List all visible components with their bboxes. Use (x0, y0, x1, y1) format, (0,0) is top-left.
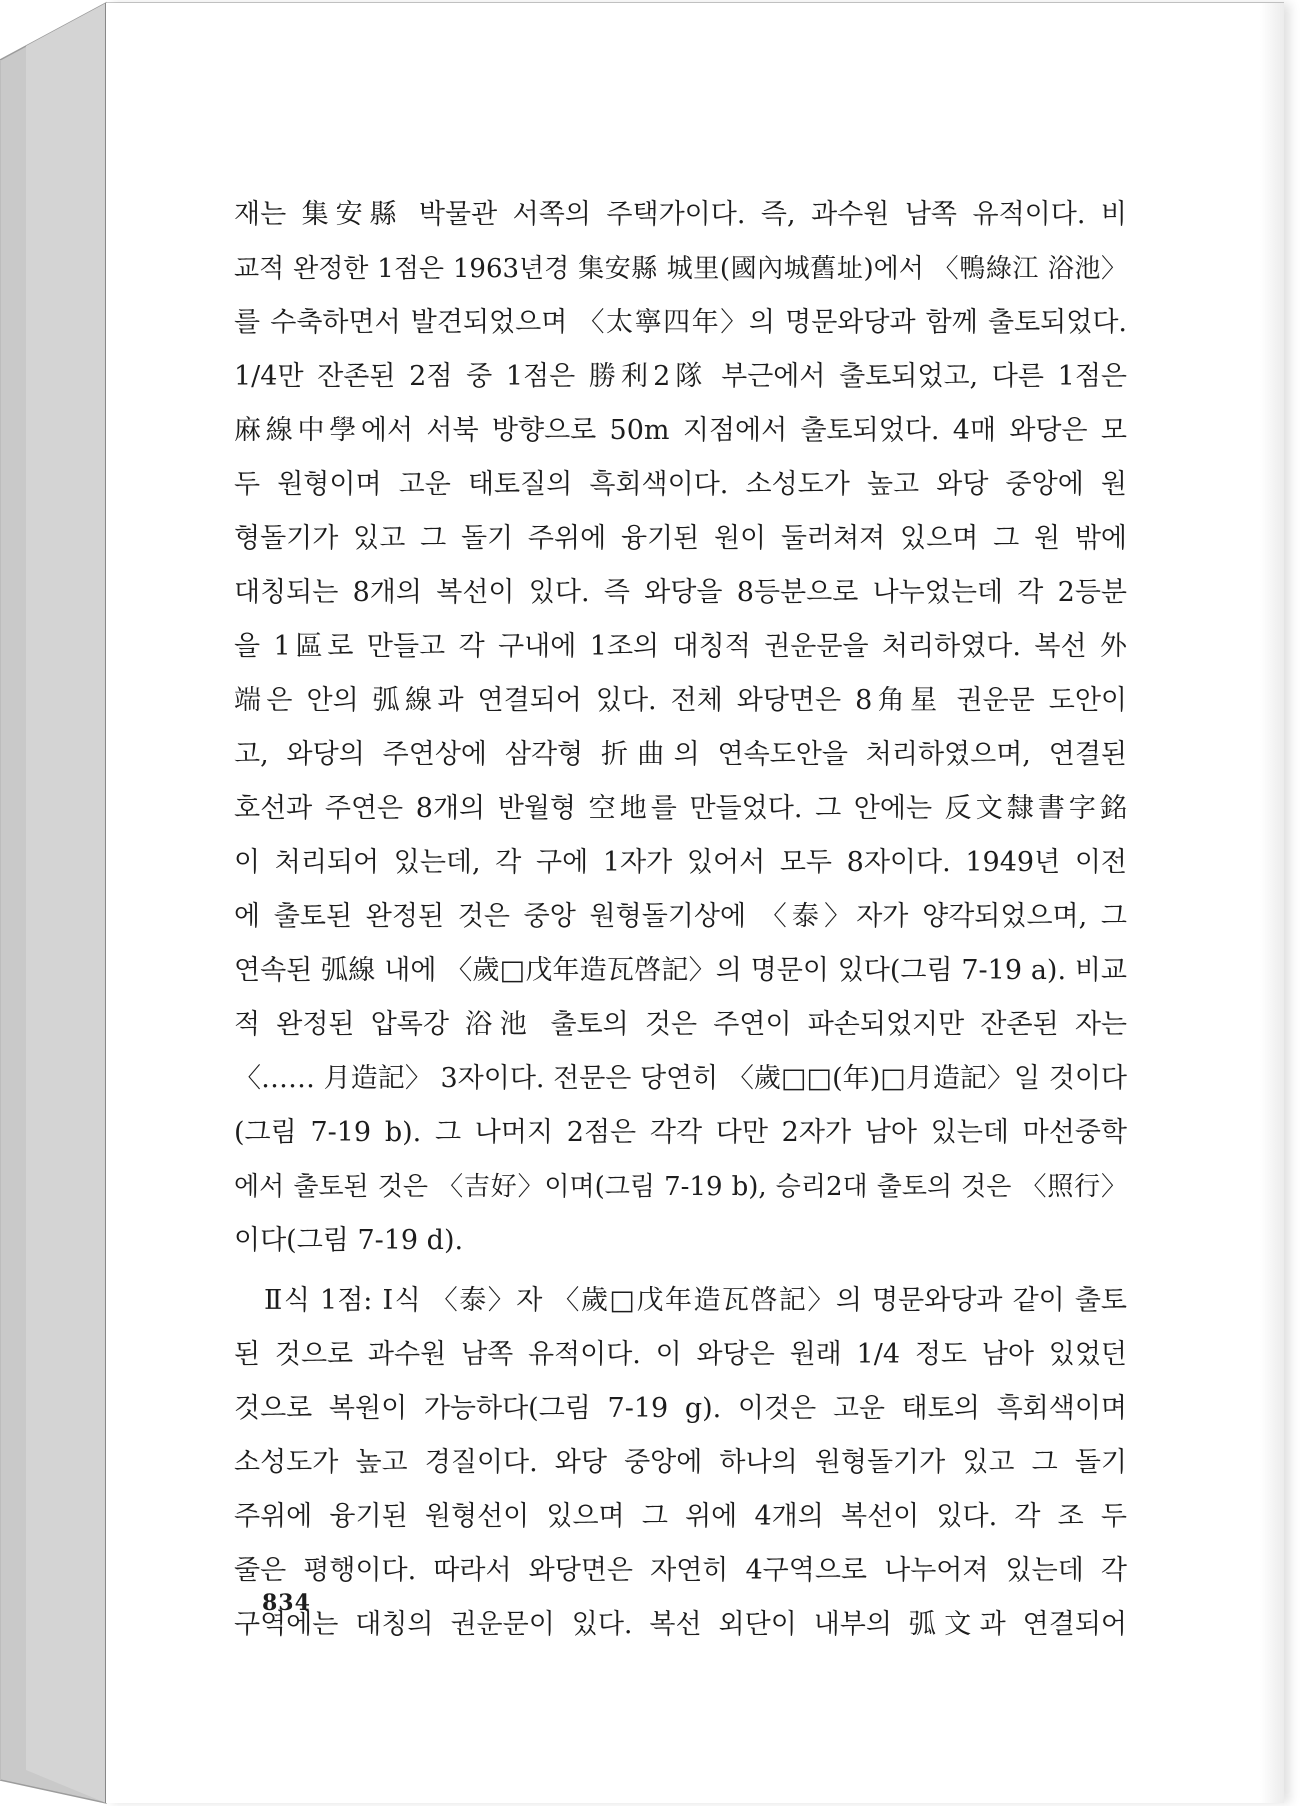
paragraph-type-1 (234, 188, 1127, 1268)
text-line: 를 수축하면서 발견되었으며 〈太寧四年〉의 명문와당과 함께 출토되었다. (234, 307, 1127, 338)
paragraph-type-2 (234, 1274, 1127, 1652)
text-line: 두 원형이며 고운 태토질의 흑회색이다. 소성도가 높고 와당 중앙에 원 (234, 469, 1127, 500)
text-line: 소성도가 높고 경질이다. 와당 중앙에 하나의 원형돌기가 있고 그 돌기 (234, 1447, 1127, 1478)
text-line: 적 완정된 압록강 浴池 출토의 것은 주연이 파손되었지만 잔존된 자는 (234, 1009, 1127, 1040)
text-line: 줄은 평행이다. 따라서 와당면은 자연히 4구역으로 나누어져 있는데 각 (234, 1555, 1127, 1586)
text-line: 형돌기가 있고 그 돌기 주위에 융기된 원이 둘러쳐져 있으며 그 원 밖에 (234, 523, 1127, 554)
text-line: 주위에 융기된 원형선이 있으며 그 위에 4개의 복선이 있다. 각 조 두 (234, 1501, 1127, 1532)
text-line: 것으로 복원이 가능하다(그림 7-19 g). 이것은 고운 태토의 흑회색이며 (234, 1393, 1127, 1424)
text-line: 〈…… 月造記〉 3자이다. 전문은 당연히 〈歲□□(年)□月造記〉일 것이다 (234, 1063, 1127, 1094)
text-line: 이 처리되어 있는데, 각 구에 1자가 있어서 모두 8자이다. 1949년 이전 (234, 847, 1127, 878)
text-line: 연속된 弧線 내에 〈歲□戊年造瓦啓記〉의 명문이 있다(그림 7-19 a). 비교 (234, 955, 1127, 986)
text-line: (그림 7-19 b). 그 나머지 2점은 각각 다만 2자가 남아 있는데 마선중학 (234, 1117, 1127, 1148)
text-line: 이다(그림 7-19 d). (234, 1225, 464, 1256)
text-line: Ⅱ식 1점: Ⅰ식 〈泰〉자 〈歲□戊年造瓦啓記〉의 명문와당과 같이 출토 (264, 1285, 1127, 1316)
text-line: 대칭되는 8개의 복선이 있다. 즉 와당을 8등분으로 나누었는데 각 2등분 (234, 577, 1127, 608)
text-line: 에 출토된 완정된 것은 중앙 원형돌기상에 〈泰〉자가 양각되었으며, 그 (234, 901, 1127, 932)
text-line: 1/4만 잔존된 2점 중 1점은 勝利2隊 부근에서 출토되었고, 다른 1점은 (234, 361, 1127, 392)
text-line: 을 1區로 만들고 각 구내에 1조의 대칭적 권운문을 처리하였다. 복선 外 (234, 631, 1127, 662)
text-line: 구역에는 대칭의 권운문이 있다. 복선 외단이 내부의 弧文과 연결되어 (234, 1609, 1127, 1640)
text-line: 에서 출토된 것은 〈吉好〉이며(그림 7-19 b), 승리2대 출토의 것은 〈照行〉 (234, 1172, 1127, 1202)
text-line: 端은 안의 弧線과 연결되어 있다. 전체 와당면은 8角星 권운문 도안이 (234, 685, 1127, 716)
text-line: 재는 集安縣 박물관 서쪽의 주택가이다. 즉, 과수원 남쪽 유적이다. 비 (234, 199, 1127, 230)
body-text (234, 188, 1127, 1652)
text-line: 된 것으로 과수원 남쪽 유적이다. 이 와당은 원래 1/4 정도 남아 있었던 (234, 1339, 1127, 1370)
text-line: 麻線中學에서 서북 방향으로 50m 지점에서 출토되었다. 4매 와당은 모 (234, 415, 1127, 446)
page-number: 834 (262, 1590, 311, 1616)
text-line: 고, 와당의 주연상에 삼각형 折曲의 연속도안을 처리하였으며, 연결된 (234, 739, 1127, 770)
text-line: 호선과 주연은 8개의 반월형 空地를 만들었다. 그 안에는 反文隸書字銘 (234, 793, 1127, 824)
text-line: 교적 완정한 1점은 1963년경 集安縣 城里(國內城舊址)에서 〈鴨綠江 浴池〉 (234, 254, 1127, 284)
page-edge-shadow (1260, 3, 1284, 1803)
